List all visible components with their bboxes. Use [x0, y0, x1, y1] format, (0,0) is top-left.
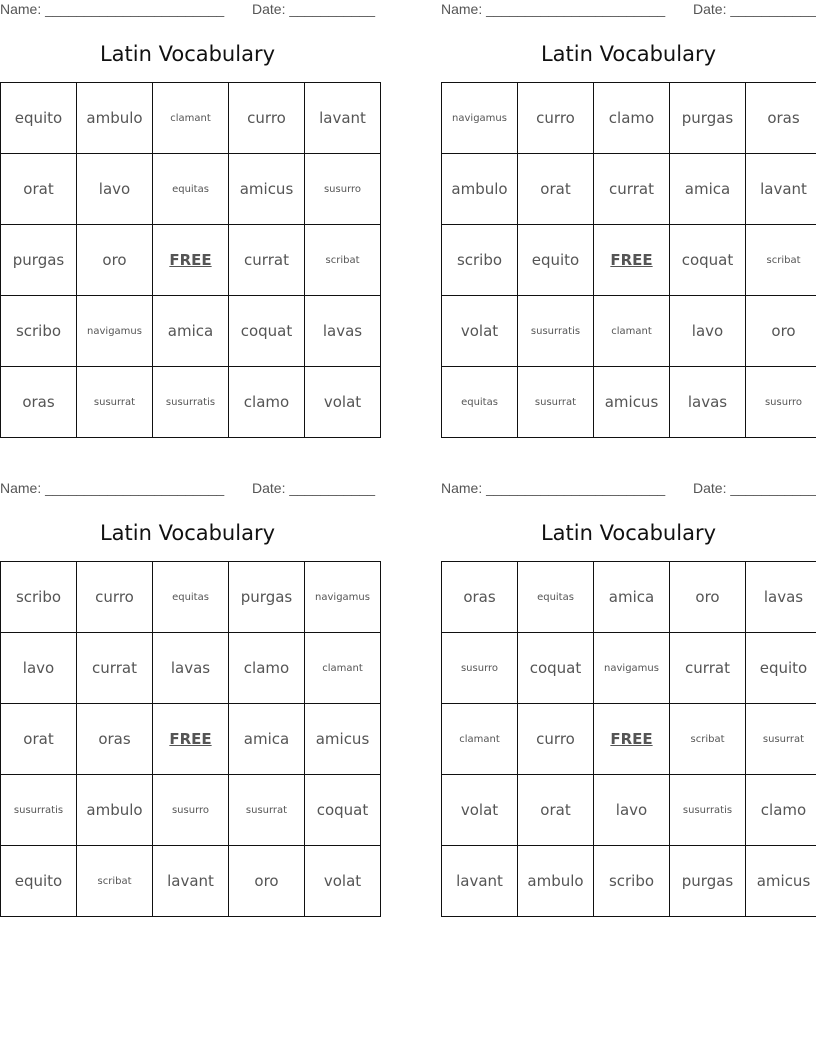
bingo-cell: coquat [518, 633, 594, 704]
bingo-cell: curro [518, 83, 594, 154]
bingo-cell: coquat [305, 775, 381, 846]
card-header [441, 480, 816, 500]
bingo-cell: purgas [229, 562, 305, 633]
card-title: Latin Vocabulary [540, 42, 717, 66]
bingo-cell: equito [1, 83, 77, 154]
bingo-cell: amicus [594, 367, 670, 438]
bingo-cell: orat [1, 704, 77, 775]
bingo-cell: scribo [594, 846, 670, 917]
bingo-cell: navigamus [305, 562, 381, 633]
bingo-cell: purgas [670, 83, 746, 154]
bingo-cell: lavant [305, 83, 381, 154]
grid-row [1, 296, 381, 367]
bingo-cell: volat [305, 846, 381, 917]
bingo-cell: equito [746, 633, 816, 704]
card-header [441, 1, 816, 21]
grid-row [442, 704, 816, 775]
bingo-cell: amica [670, 154, 746, 225]
bingo-cell: lavas [670, 367, 746, 438]
bingo-cell: scribat [305, 225, 381, 296]
bingo-grid [0, 561, 381, 917]
bingo-cell: lavo [1, 633, 77, 704]
bingo-cell: amicus [746, 846, 816, 917]
bingo-cell: oro [77, 225, 153, 296]
bingo-cell: volat [442, 775, 518, 846]
card-header [0, 480, 375, 500]
bingo-grid [0, 82, 381, 438]
grid-row [1, 562, 381, 633]
bingo-cell: susurro [305, 154, 381, 225]
bingo-cell: ambulo [518, 846, 594, 917]
bingo-cell: navigamus [594, 633, 670, 704]
grid-row [1, 225, 381, 296]
bingo-cell: lavant [442, 846, 518, 917]
bingo-cell: amicus [229, 154, 305, 225]
bingo-cell: oro [229, 846, 305, 917]
bingo-cell: lavas [305, 296, 381, 367]
grid-row [442, 846, 816, 917]
bingo-cell: equito [518, 225, 594, 296]
bingo-cell: oras [1, 367, 77, 438]
bingo-cell: coquat [229, 296, 305, 367]
bingo-cell: amica [229, 704, 305, 775]
free-space-cell: FREE [153, 704, 229, 775]
bingo-cell: ambulo [77, 83, 153, 154]
bingo-cell: susurro [153, 775, 229, 846]
bingo-cell: susurrat [77, 367, 153, 438]
bingo-cell: ambulo [442, 154, 518, 225]
grid-row [442, 633, 816, 704]
name-field-label: Name: _______________________ [0, 480, 225, 496]
bingo-cell: clamant [594, 296, 670, 367]
name-field-label: Name: _______________________ [441, 1, 666, 17]
date-field-label: Date: ___________ [693, 480, 816, 496]
bingo-cell: amicus [305, 704, 381, 775]
bingo-cell: clamo [746, 775, 816, 846]
bingo-cell: scribat [77, 846, 153, 917]
bingo-cell: susurratis [153, 367, 229, 438]
bingo-cell: purgas [670, 846, 746, 917]
bingo-cell: lavo [594, 775, 670, 846]
grid-row [442, 83, 816, 154]
bingo-cell: clamo [594, 83, 670, 154]
bingo-cell: equitas [518, 562, 594, 633]
bingo-cell: currat [670, 633, 746, 704]
bingo-cell: orat [518, 775, 594, 846]
free-space-cell: FREE [594, 704, 670, 775]
grid-row [442, 775, 816, 846]
bingo-cell: clamant [153, 83, 229, 154]
bingo-cell: amica [153, 296, 229, 367]
bingo-cell: currat [594, 154, 670, 225]
bingo-cell: clamant [305, 633, 381, 704]
bingo-cell: oro [746, 296, 816, 367]
bingo-cell: clamo [229, 633, 305, 704]
bingo-cell: susurrat [518, 367, 594, 438]
grid-row [1, 775, 381, 846]
grid-row [1, 367, 381, 438]
grid-row [1, 704, 381, 775]
bingo-cell: susurrat [746, 704, 816, 775]
bingo-cell: susurratis [670, 775, 746, 846]
bingo-cell: purgas [1, 225, 77, 296]
bingo-cell: oro [670, 562, 746, 633]
bingo-cell: curro [77, 562, 153, 633]
name-field-label: Name: _______________________ [0, 1, 225, 17]
bingo-cell: coquat [670, 225, 746, 296]
bingo-cell: lavas [746, 562, 816, 633]
bingo-cell: clamo [229, 367, 305, 438]
bingo-cell: scribo [1, 296, 77, 367]
card-title: Latin Vocabulary [540, 521, 717, 545]
free-space-cell: FREE [153, 225, 229, 296]
bingo-cell: lavant [746, 154, 816, 225]
grid-row [442, 562, 816, 633]
bingo-cell: currat [77, 633, 153, 704]
bingo-cell: equitas [153, 154, 229, 225]
bingo-cell: lavant [153, 846, 229, 917]
bingo-cell: scribat [670, 704, 746, 775]
bingo-cell: scribo [442, 225, 518, 296]
grid-row [1, 846, 381, 917]
card-header [0, 1, 375, 21]
date-field-label: Date: ___________ [252, 1, 375, 17]
date-field-label: Date: ___________ [693, 1, 816, 17]
bingo-cell: volat [305, 367, 381, 438]
bingo-cell: oras [746, 83, 816, 154]
bingo-cell: curro [518, 704, 594, 775]
bingo-cell: orat [1, 154, 77, 225]
bingo-grid [441, 82, 816, 438]
bingo-cell: scribat [746, 225, 816, 296]
bingo-cell: ambulo [77, 775, 153, 846]
bingo-cell: currat [229, 225, 305, 296]
grid-row [442, 225, 816, 296]
bingo-cell: susurratis [1, 775, 77, 846]
name-field-label: Name: _______________________ [441, 480, 666, 496]
bingo-cell: susurratis [518, 296, 594, 367]
bingo-cell: lavas [153, 633, 229, 704]
grid-row [442, 367, 816, 438]
bingo-cell: equito [1, 846, 77, 917]
free-space-cell: FREE [594, 225, 670, 296]
bingo-cell: equitas [153, 562, 229, 633]
grid-row [442, 296, 816, 367]
bingo-cell: lavo [670, 296, 746, 367]
bingo-cell: scribo [1, 562, 77, 633]
grid-row [1, 83, 381, 154]
bingo-cell: clamant [442, 704, 518, 775]
bingo-cell: susurrat [229, 775, 305, 846]
bingo-cell: volat [442, 296, 518, 367]
date-field-label: Date: ___________ [252, 480, 375, 496]
bingo-cell: susurro [442, 633, 518, 704]
bingo-grid [441, 561, 816, 917]
bingo-cell: amica [594, 562, 670, 633]
grid-row [442, 154, 816, 225]
bingo-cell: orat [518, 154, 594, 225]
grid-row [1, 633, 381, 704]
bingo-cell: oras [77, 704, 153, 775]
bingo-cell: equitas [442, 367, 518, 438]
bingo-cell: susurro [746, 367, 816, 438]
card-title: Latin Vocabulary [99, 42, 276, 66]
bingo-cell: navigamus [77, 296, 153, 367]
grid-row [1, 154, 381, 225]
card-title: Latin Vocabulary [99, 521, 276, 545]
bingo-cell: navigamus [442, 83, 518, 154]
bingo-cell: lavo [77, 154, 153, 225]
bingo-cell: curro [229, 83, 305, 154]
bingo-cell: oras [442, 562, 518, 633]
